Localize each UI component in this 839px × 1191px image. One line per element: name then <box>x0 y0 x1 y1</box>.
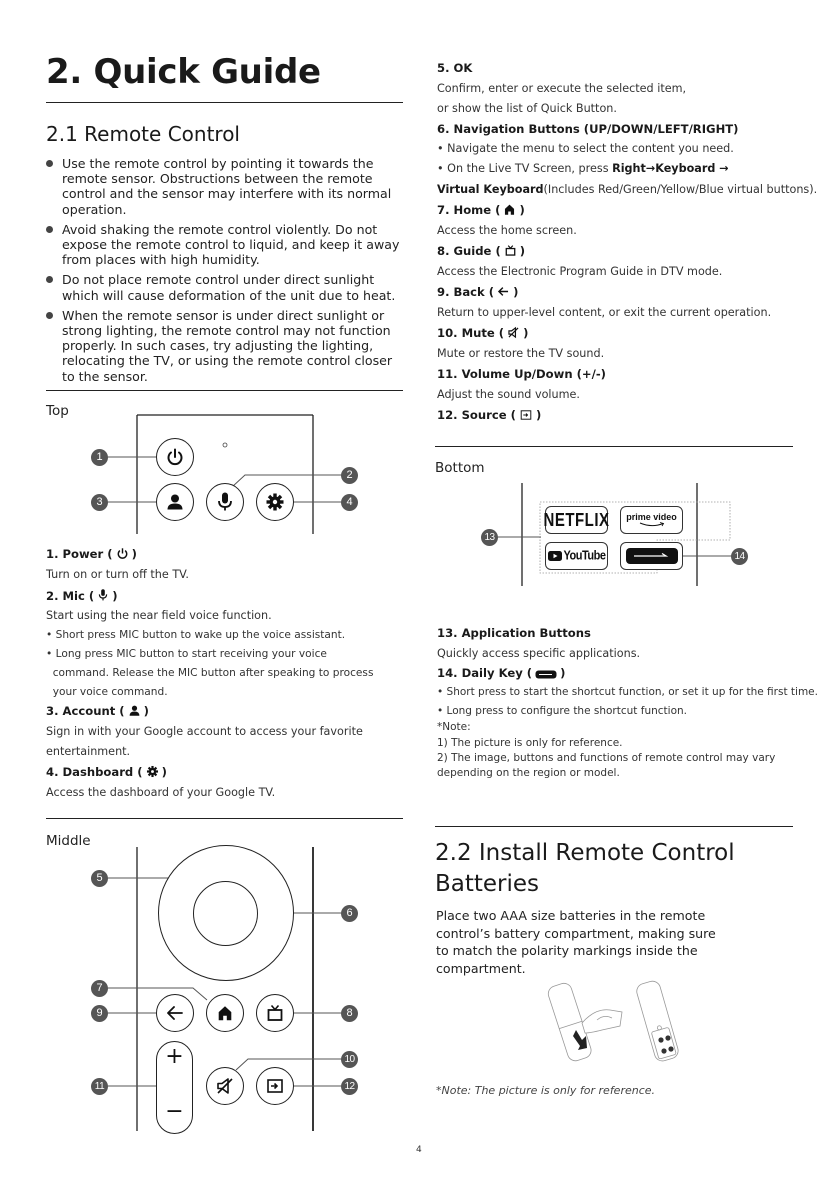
item-text: • Short press MIC button to wake up the voice assistant. <box>46 629 346 641</box>
page-title: 2. Quick Guide <box>46 52 321 92</box>
item-text: • Long press to configure the shortcut function. <box>437 705 687 717</box>
item-text: • Long press MIC button to start receiving your voice <box>46 648 327 660</box>
callout-11: 11 <box>91 1078 108 1095</box>
callout-1: 1 <box>91 449 108 466</box>
item-title-navigation: 6. Navigation Buttons (UP/DOWN/LEFT/RIGHT) <box>437 122 739 136</box>
mute-icon <box>215 1076 235 1096</box>
prime-smile-icon <box>638 522 666 528</box>
precaution-item: Do not place remote control under direct sunlight which will cause deformation of the unit due to heat. <box>46 272 406 302</box>
divider <box>435 826 793 827</box>
item-text: Start using the near field voice function. <box>46 609 272 622</box>
item-title-application-buttons: 13. Application Buttons <box>437 626 591 640</box>
item-text: command. Release the MIC button after speaking to process <box>46 667 374 679</box>
source-icon <box>265 1076 285 1096</box>
note-line: 1) The picture is only for reference. <box>437 737 623 749</box>
volume-rocker[interactable] <box>156 1041 193 1134</box>
item-title-home: 7. Home ( ) <box>437 203 525 217</box>
item-title-mute: 10. Mute ( ) <box>437 326 529 340</box>
item-text: Sign in with your Google account to access your favorite <box>46 725 363 738</box>
prime-video-logo: prime video <box>626 512 677 522</box>
diagram-label-middle: Middle <box>46 833 91 849</box>
item-text: Return to upper-level content, or exit the current operation. <box>437 306 772 319</box>
item-text: Access the home screen. <box>437 224 577 237</box>
diagram-label-top: Top <box>46 403 69 419</box>
home-icon <box>216 1004 234 1022</box>
youtube-button[interactable] <box>545 542 608 570</box>
item-text: Access the Electronic Program Guide in DTV mode. <box>437 265 723 278</box>
mute-icon <box>507 326 520 339</box>
item-text: or show the list of Quick Button. <box>437 102 617 115</box>
item-title-dashboard: 4. Dashboard ( ) <box>46 765 167 779</box>
daily-key-icon <box>625 547 679 565</box>
batteries-note: *Note: The picture is only for reference. <box>436 1084 656 1097</box>
guide-button[interactable] <box>256 994 294 1032</box>
precaution-item: Avoid shaking the remote control violently. Do not expose the remote control to liquid, and keep it away from places with high humidity. <box>46 222 406 268</box>
item-text: Access the dashboard of your Google TV. <box>46 786 276 799</box>
home-button[interactable] <box>206 994 244 1032</box>
callout-6: 6 <box>341 905 358 922</box>
item-title-power: 1. Power ( ) <box>46 547 137 561</box>
item-text: • On the Live TV Screen, press Right→Keyboard → <box>437 162 729 175</box>
netflix-button[interactable] <box>545 506 608 534</box>
ok-button[interactable] <box>193 881 258 946</box>
note-line: 2) The image, buttons and functions of remote control may vary <box>437 752 776 764</box>
callout-5: 5 <box>91 870 108 887</box>
mute-button[interactable] <box>206 1067 244 1105</box>
callout-13: 13 <box>481 529 498 546</box>
callout-2: 2 <box>341 467 358 484</box>
item-title-ok: 5. OK <box>437 61 473 75</box>
callout-9: 9 <box>91 1005 108 1022</box>
item-text: • Navigate the menu to select the content you need. <box>437 142 734 155</box>
section-heading-batteries: 2.2 Install Remote Control Batteries <box>435 840 735 897</box>
back-arrow-icon <box>165 1003 185 1023</box>
precaution-item: Use the remote control by pointing it towards the remote sensor. Obstructions between the remote control and the sensor may interfere with its normal operation. <box>46 156 406 217</box>
precaution-item: When the remote sensor is under direct sunlight or strong lighting, the remote control may not function properly. In such cases, try adjusting the lighting, relocating the TV, or using the remote control closer to the sensor. <box>46 308 406 384</box>
item-title-guide: 8. Guide ( ) <box>437 244 526 258</box>
item-text: Mute or restore the TV sound. <box>437 347 605 360</box>
tv-guide-icon <box>265 1003 285 1023</box>
callout-12: 12 <box>341 1078 358 1095</box>
page-number: 4 <box>416 1145 422 1155</box>
back-button[interactable] <box>156 994 194 1032</box>
battery-install-illustration <box>540 978 690 1068</box>
callout-3: 3 <box>91 494 108 511</box>
item-text: Virtual Keyboard(Includes Red/Green/Yellow/Blue virtual buttons). <box>437 183 818 196</box>
item-text: entertainment. <box>46 745 131 758</box>
item-title-daily-key: 14. Daily Key ( ) <box>437 666 566 680</box>
netflix-logo: NETFLIX <box>543 509 610 531</box>
item-title-account: 3. Account ( ) <box>46 704 149 718</box>
callout-4: 4 <box>341 494 358 511</box>
home-icon <box>503 203 516 216</box>
daily-key-icon <box>535 670 557 679</box>
volume-down-button[interactable]: − <box>165 1099 184 1124</box>
back-arrow-icon <box>497 285 510 298</box>
source-button[interactable] <box>256 1067 294 1105</box>
divider <box>435 446 793 447</box>
item-text: Turn on or turn off the TV. <box>46 568 189 581</box>
item-title-mic: 2. Mic ( ) <box>46 589 118 603</box>
item-text: Adjust the sound volume. <box>437 388 580 401</box>
tv-guide-icon <box>504 244 517 257</box>
section-heading-remote-control: 2.1 Remote Control <box>46 122 240 146</box>
youtube-play-icon <box>548 551 562 561</box>
callout-14: 14 <box>731 548 748 565</box>
item-text: your voice command. <box>46 686 168 698</box>
source-icon <box>519 409 533 421</box>
callout-8: 8 <box>341 1005 358 1022</box>
note-line: depending on the region or model. <box>437 767 620 779</box>
item-title-source: 12. Source ( ) <box>437 408 542 422</box>
item-title-back: 9. Back ( ) <box>437 285 519 299</box>
note-label: *Note: <box>437 721 471 733</box>
youtube-logo: YouTube <box>563 548 606 564</box>
item-text: Confirm, enter or execute the selected item, <box>437 82 687 95</box>
batteries-instructions: Place two AAA size batteries in the remote control’s battery compartment, making sure to match the polarity markings inside the compartment. <box>436 908 716 976</box>
diagram-label-bottom: Bottom <box>435 460 485 476</box>
item-title-volume: 11. Volume Up/Down (+/-) <box>437 367 606 381</box>
daily-key-button[interactable] <box>620 542 683 570</box>
callout-7: 7 <box>91 980 108 997</box>
volume-up-button[interactable]: + <box>165 1044 184 1069</box>
item-text: Quickly access specific applications. <box>437 647 641 660</box>
item-text: • Short press to start the shortcut function, or set it up for the first time. <box>437 686 818 698</box>
prime-video-button[interactable] <box>620 506 683 534</box>
callout-10: 10 <box>341 1051 358 1068</box>
